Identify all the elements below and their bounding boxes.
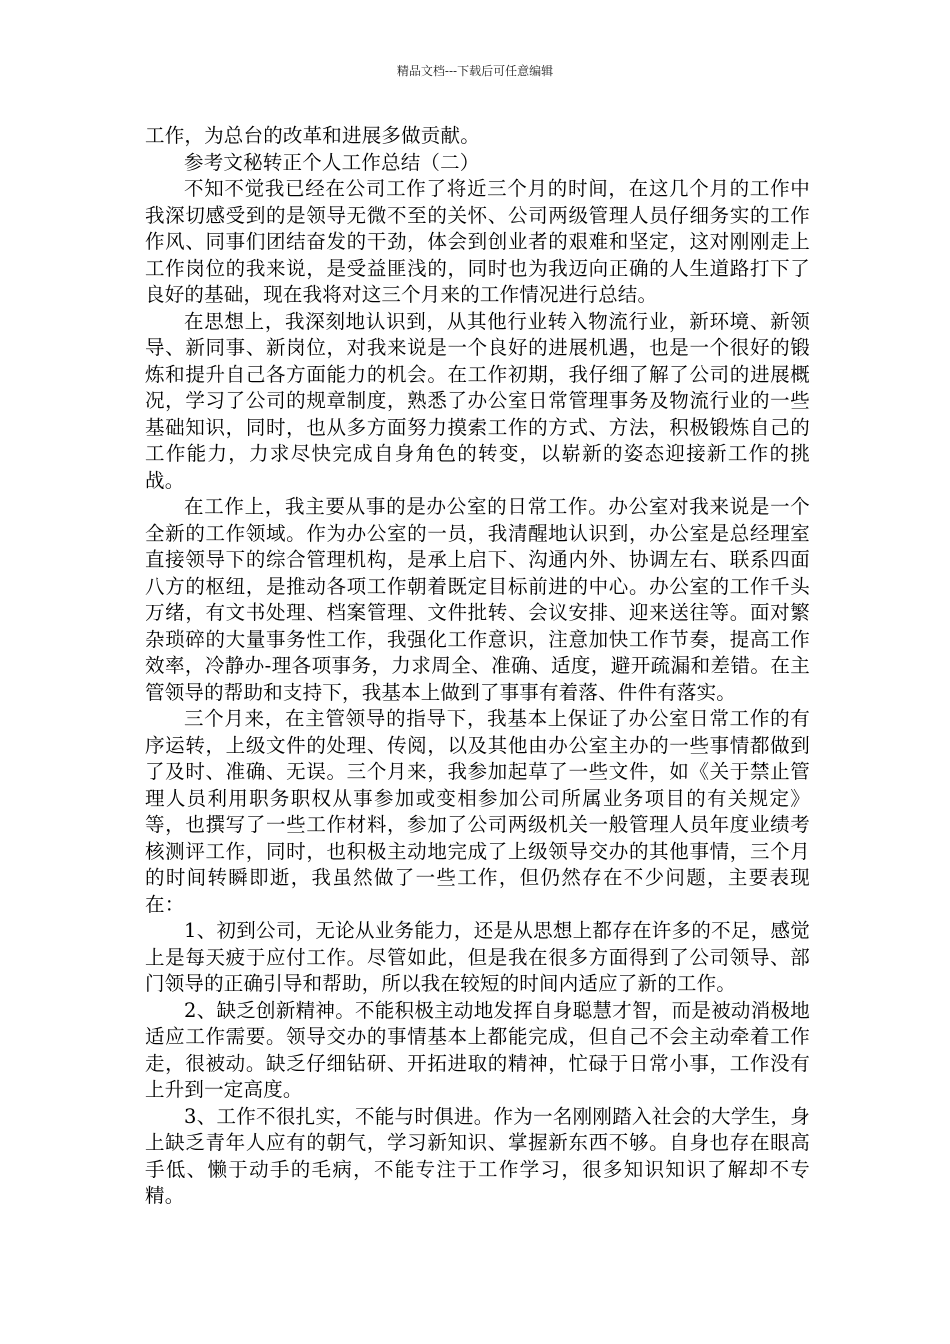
paragraph-thought: 在思想上，我深刻地认识到，从其他行业转入物流行业，新环境、新领导、新同事、新岗位，对我来说是一个良好的进展机遇，也是一个很好的锻炼和提升自己各方面能力的机会。在工作初期，我仔细了解了公司的进展概况，学习了公司的规章制度，熟悉了办公室日常管理事务及物流行业的一些基础知识，同时，也从多方面努力摸索工作的方式、方法，积极锻炼自己的工作能力，力求尽快完成自身角色的转变，以崭新的姿态迎接新工作的挑战。 (145, 309, 810, 492)
document-body (145, 123, 810, 1210)
paragraph-intro: 不知不觉我已经在公司工作了将近三个月的时间，在这几个月的工作中我深切感受到的是领导无微不至的关怀、公司两级管理人员仔细务实的工作作风、同事们团结奋发的干劲，体会到创业者的艰难和坚定，这对刚刚走上工作岗位的我来说，是受益匪浅的，同时也为我迈向正确的人生道路打下了良好的基础，现在我将对这三个月来的工作情况进行总结。 (145, 177, 810, 306)
paragraph-continuation: 工作，为总台的改革和进展多做贡献。 (145, 124, 480, 147)
page-header: 精品文档---下载后可任意编辑 (396, 64, 554, 78)
section-title: 参考文秘转正个人工作总结（二） (184, 150, 480, 174)
paragraph-work: 在工作上，我主要从事的是办公室的日常工作。办公室对我来说是一个全新的工作领域。作为办公室的一员，我清醒地认识到，办公室是总经理室直接领导下的综合管理机构，是承上启下、沟通内外、协调左右、联系四面八方的枢纽，是推动各项工作朝着既定目标前进的中心。办公室的工作千头万绪，有文书处理、档案管理、文件批转、会议安排、迎来送往等。面对繁杂琐碎的大量事务性工作，我强化工作意识，注意加快工作节奏，提高工作效率，冷静办-理各项事务，力求周全、准确、适度，避开疏漏和差错。在主管领导的帮助和支持下，我基本上做到了事事有着落、件件有落实。 (145, 495, 810, 704)
list-item-1: 1、初到公司，无论从业务能力，还是从思想上都存在许多的不足，感觉上是每天疲于应付工作。尽管如此，但是我在很多方面得到了公司领导、部门领导的正确引导和帮助，所以我在较短的时间内适应了新的工作。 (145, 919, 810, 995)
list-item-3: 3、工作不很扎实，不能与时俱进。作为一名刚刚踏入社会的大学生，身上缺乏青年人应有的朝气，学习新知识、掌握新东西不够。自身也存在眼高手低、懒于动手的毛病，不能专注于工作学习，很多知识知识了解却不专精。 (145, 1104, 810, 1207)
paragraph-three-months: 三个月来，在主管领导的指导下，我基本上保证了办公室日常工作的有序运转，上级文件的处理、传阅，以及其他由办公室主办的一些事情都做到了及时、准确、无误。三个月来，我参加起草了一些文件，如《关于禁止管理人员利用职务职权从事参加或变相参加公司所属业务项目的有关规定》等，也撰写了一些工作材料，参加了公司两级机关一般管理人员年度业绩考核测评工作，同时，也积极主动地完成了上级领导交办的其他事情，三个月的时间转瞬即逝，我虽然做了一些工作，但仍然存在不少问题，主要表现在： (145, 707, 810, 916)
list-item-2: 2、缺乏创新精神。不能积极主动地发挥自身聪慧才智，而是被动消极地适应工作需要。领导交办的事情基本上都能完成，但自己不会主动牵着工作走，很被动。缺乏仔细钻研、开拓进取的精神，忙碌于日常小事，工作没有上升到一定高度。 (145, 998, 810, 1101)
